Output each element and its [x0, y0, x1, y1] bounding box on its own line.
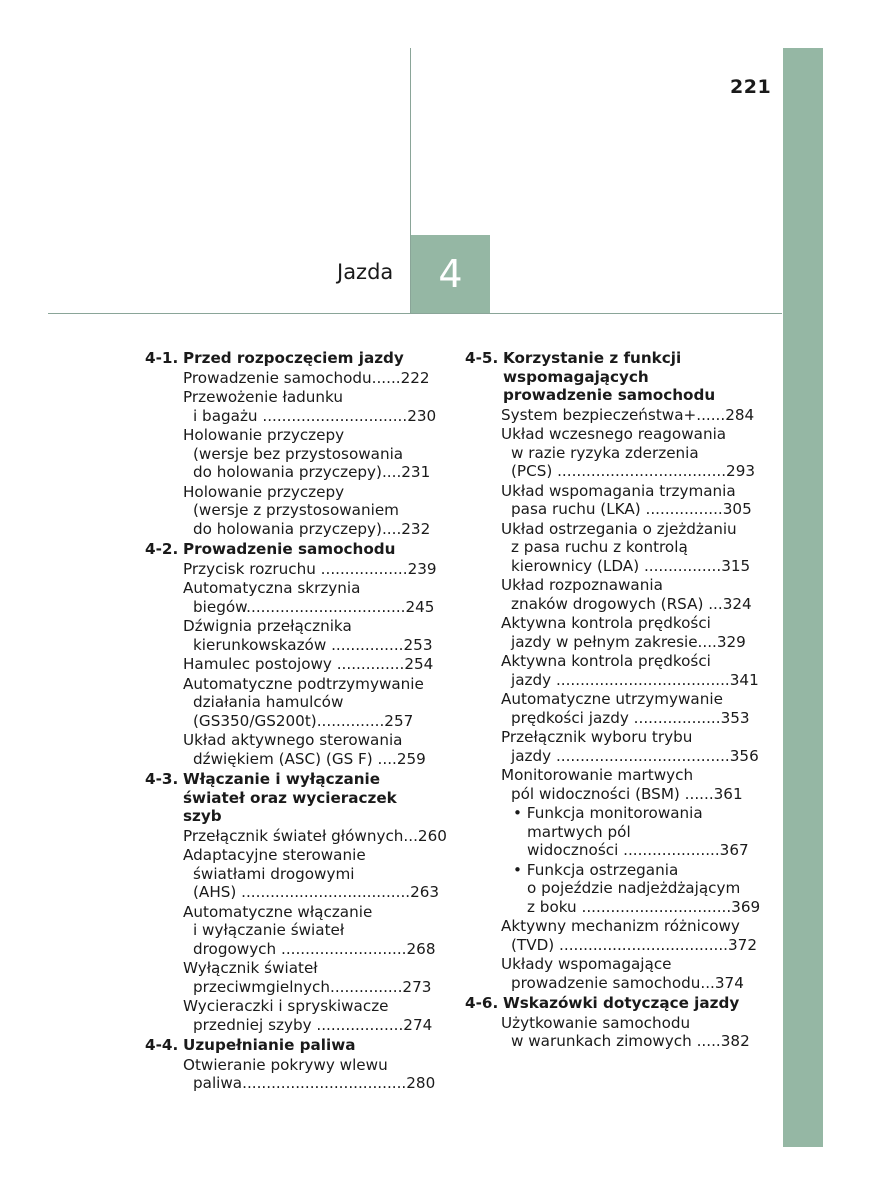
chapter-side-tab — [783, 48, 823, 1147]
toc-section-title: Przed rozpoczęciem jazdy — [183, 349, 404, 367]
toc-entry-line: Aktywny mechanizm różnicowy — [501, 917, 740, 935]
toc-entry-line: kierownicy (LDA) ................315 — [511, 556, 751, 575]
toc-entry-line: Automatyczne włączanie — [183, 902, 373, 921]
toc-entry-line: przeciwmgielnych...............273 — [193, 977, 432, 996]
toc-entry-line: Wycieraczki i spryskiwacze — [183, 997, 389, 1015]
toc-section-number: 4-1. — [145, 349, 179, 367]
toc-entry-line: paliwa..................................280 — [193, 1074, 436, 1092]
toc-entry[interactable] — [501, 482, 760, 519]
chapter-number: 4 — [438, 252, 463, 296]
toc-entry-line: Układy wspomagające — [501, 955, 672, 973]
toc-section-number: 4-5. — [465, 349, 499, 367]
chapter-title: Jazda — [337, 260, 394, 284]
toc-entry[interactable] — [183, 388, 435, 425]
toc-entry-line: Otwieranie pokrywy wlewu — [183, 1055, 388, 1074]
toc-entry-line: Użytkowanie samochodu — [501, 1013, 691, 1032]
toc-entry-line: biegów.................................245 — [193, 597, 435, 616]
toc-entry-line: drogowych ..........................268 — [193, 939, 436, 958]
toc-entry[interactable] — [183, 579, 435, 616]
toc-entry-line: jazdy ....................................356 — [511, 746, 759, 765]
toc-section-title: Korzystanie z funkcji wspomagających prowadzenie samochodu — [503, 349, 716, 404]
toc-entry-line: z boku ...............................369 — [527, 897, 761, 916]
toc-section-number: 4-6. — [465, 994, 499, 1012]
toc-entry-line: Układ wczesnego reagowania — [501, 425, 727, 443]
toc-entry-line: w razie ryzyka zderzenia — [511, 443, 699, 462]
toc-entry-line: prowadzenie samochodu...374 — [511, 973, 744, 992]
toc-entry[interactable] — [501, 520, 760, 576]
toc-entry[interactable] — [183, 1056, 435, 1093]
toc-entry-line: (wersje z przystosowaniem — [193, 501, 399, 519]
toc-entry-line: do holowania przyczepy)....232 — [193, 519, 431, 538]
toc-section-title: Prowadzenie samochodu — [183, 540, 396, 558]
toc-entry[interactable] — [501, 614, 760, 651]
toc-entry-line: kierunkowskazów ...............253 — [193, 635, 433, 654]
toc-entry[interactable] — [183, 997, 435, 1034]
toc-section-heading[interactable] — [145, 770, 435, 826]
toc-entry-line: i bagażu ..............................230 — [193, 406, 437, 425]
toc-entry-line: prędkości jazdy ..................353 — [511, 708, 750, 727]
toc-entry[interactable] — [501, 917, 760, 954]
toc-section-heading[interactable] — [145, 1036, 435, 1055]
chapter-number-box — [411, 235, 490, 313]
toc-entry-line: (GS350/GS200t)..............257 — [193, 711, 414, 730]
toc-entry-line: i wyłączanie świateł — [193, 921, 345, 939]
toc-entry[interactable] — [501, 728, 760, 765]
horizontal-rule — [48, 313, 782, 314]
toc-entry-line: Prowadzenie samochodu......222 — [183, 368, 430, 387]
toc-entry[interactable] — [183, 959, 435, 996]
toc-entry-line: Układ aktywnego sterowania — [183, 731, 403, 749]
toc-entry-line: System bezpieczeństwa+......284 — [501, 405, 755, 424]
toc-entry[interactable] — [183, 655, 435, 674]
toc-entry[interactable] — [183, 560, 435, 579]
toc-section-heading[interactable] — [465, 349, 760, 405]
toc-entry-line: pasa ruchu (LKA) ................305 — [511, 500, 752, 518]
toc-entry[interactable] — [183, 903, 435, 959]
toc-entry[interactable] — [183, 369, 435, 388]
toc-entry-line: Adaptacyjne sterowanie — [183, 846, 366, 864]
toc-section-number: 4-3. — [145, 770, 179, 788]
toc-entry-line: Automatyczna skrzynia — [183, 579, 361, 597]
toc-section-title: Uzupełnianie paliwa — [183, 1036, 356, 1054]
toc-section-heading[interactable] — [465, 994, 760, 1013]
toc-entry-line: Wyłącznik świateł — [183, 959, 318, 977]
toc-entry-line: widoczności ....................367 — [527, 841, 749, 859]
toc-entry-line: (AHS) ...................................263 — [193, 883, 440, 901]
toc-sub-entry[interactable] — [513, 861, 760, 917]
toc-entry-line: pól widoczności (BSM) ......361 — [511, 784, 743, 803]
toc-entry-line: (PCS) ...................................293 — [511, 462, 756, 480]
toc-entry[interactable] — [183, 731, 435, 768]
toc-entry[interactable] — [183, 826, 447, 846]
toc-entry[interactable] — [183, 483, 435, 539]
toc-entry-line: Dźwignia przełącznika — [183, 617, 352, 635]
toc-entry-line: Układ rozpoznawania — [501, 576, 663, 594]
toc-entry-line: Hamulec postojowy ..............254 — [183, 655, 434, 673]
toc-entry-line: • Funkcja ostrzegania — [513, 860, 679, 879]
toc-entry-line: jazdy w pełnym zakresie....329 — [511, 632, 746, 651]
toc-right-column — [465, 349, 760, 1051]
page-number: 221 — [730, 76, 772, 98]
toc-entry-line: o pojeździe nadjeżdżającym — [527, 879, 741, 897]
toc-left-column — [145, 349, 447, 1093]
toc-entry-line: Automatyczne podtrzymywanie — [183, 674, 424, 693]
toc-section-number: 4-4. — [145, 1036, 179, 1054]
toc-entry[interactable] — [501, 1014, 760, 1051]
toc-entry-line: Monitorowanie martwych — [501, 766, 694, 784]
toc-entry-line: Holowanie przyczepy — [183, 482, 345, 501]
toc-entry[interactable] — [183, 426, 435, 482]
toc-entry-line: znaków drogowych (RSA) ...324 — [511, 594, 752, 613]
toc-section-title: Włączanie i wyłączanie świateł oraz wycieraczek szyb — [183, 770, 397, 825]
toc-entry[interactable] — [501, 406, 760, 425]
toc-entry-line: przedniej szyby ..................274 — [193, 1015, 433, 1034]
toc-entry-line: Aktywna kontrola prędkości — [501, 652, 711, 670]
toc-entry-line: Przewożenie ładunku — [183, 388, 343, 406]
toc-entry[interactable] — [183, 675, 435, 731]
toc-entry[interactable] — [183, 846, 440, 902]
toc-entry-line: Holowanie przyczepy — [183, 426, 345, 444]
toc-entry[interactable] — [501, 652, 760, 689]
toc-entry-line: Automatyczne utrzymywanie — [501, 690, 723, 708]
toc-entry-line: do holowania przyczepy)....231 — [193, 463, 431, 481]
toc-section-heading[interactable] — [145, 349, 435, 368]
toc-section-heading[interactable] — [145, 540, 435, 559]
toc-section-title: Wskazówki dotyczące jazdy — [503, 994, 740, 1012]
toc-entry-line: Układ wspomagania trzymania — [501, 481, 736, 500]
toc-entry-line: dźwiękiem (ASC) (GS F) ....259 — [193, 749, 426, 768]
toc-entry-line: działania hamulców — [193, 693, 344, 711]
toc-entry[interactable] — [501, 690, 760, 727]
toc-entry-line: Aktywna kontrola prędkości — [501, 614, 711, 632]
toc-entry-line: Przełącznik wyboru trybu — [501, 728, 693, 746]
toc-entry-line: • Funkcja monitorowania — [513, 804, 703, 822]
toc-entry-line: jazdy ....................................341 — [511, 670, 759, 689]
toc-entry[interactable] — [183, 617, 435, 654]
toc-entry[interactable] — [501, 576, 760, 613]
toc-entry-line: Układ ostrzegania o zjeżdżaniu — [501, 519, 737, 538]
toc-entry[interactable] — [501, 425, 760, 481]
toc-entry[interactable] — [501, 955, 760, 992]
toc-entry-line: w warunkach zimowych .....382 — [511, 1032, 750, 1050]
toc-entry-line: światłami drogowymi — [193, 864, 355, 883]
toc-entry-line: Przycisk rozruchu ..................239 — [183, 559, 437, 578]
toc-entry-line: (TVD) ...................................372 — [511, 935, 757, 954]
toc-sub-entry[interactable] — [513, 804, 760, 860]
toc-entry-line: Przełącznik świateł głównych...260 — [183, 826, 447, 845]
toc-entry-line: martwych pól — [527, 822, 631, 841]
toc-entry-line: (wersje bez przystosowania — [193, 444, 404, 463]
toc-section-number: 4-2. — [145, 540, 179, 558]
toc-entry[interactable] — [501, 766, 760, 803]
toc-entry-line: z pasa ruchu z kontrolą — [511, 538, 688, 556]
